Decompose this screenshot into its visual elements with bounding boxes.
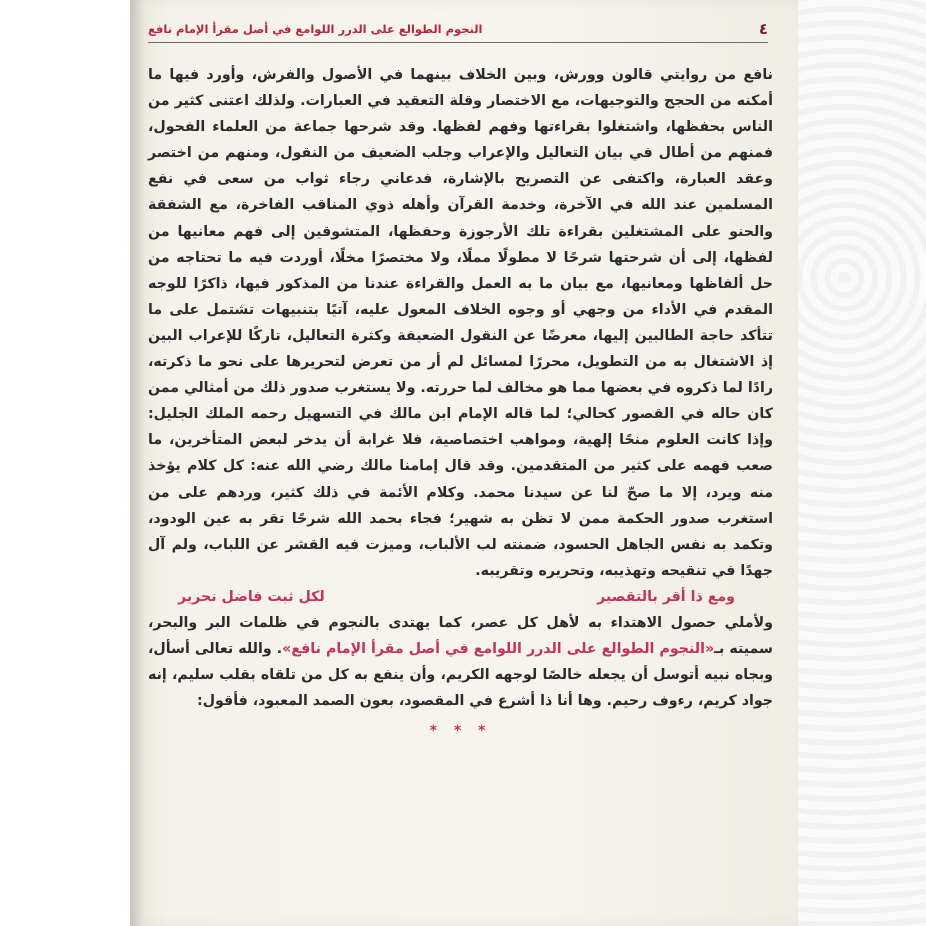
running-header	[148, 16, 768, 43]
paragraph-naming-end: . والله تعالى أسأل، وبجاه نبيه أتوسل أن يجعله خالصًا لوجهه الكريم، وأن ينفع به كل من تلقاه بقلب سليم، إنه جواد كريم، رءوف رحيم. وها أنا ذا أشرع في المقصود، بعون الصمد المعبود، فأقول:	[148, 641, 773, 710]
section-separator: * * *	[429, 723, 492, 740]
verse-right-hemistich: ومع ذا أقر بالتقصير	[597, 588, 735, 605]
book-page	[130, 0, 798, 926]
page-gutter-shadow	[130, 0, 144, 926]
paragraph-naming-start: ولأملي حصول الاهتداء به لأهل كل عصر، كما يهتدى بالنجوم في ظلمات البر والبحر، سميته بـ	[148, 614, 773, 658]
paragraph-intro: نافع من روايتي قالون وورش، وبين الخلاف بينهما في الأصول والفرش، وأورد فيها ما أمكنه من الحجج والتوجيهات، مع الاختصار وقلة التعقيد في العبارات. ولذلك اعتنى كثير من الناس بحفظها، واشتغلوا بقراءتها وفهم لفظها. وقد شرحها جماعة من العلماء الفحول، فمنهم من أطال في بيان التعاليل والإعراب وجلب الضعيف من النقول، ومنهم من اختصر وعقد العبارة، واكتفى عن التصريح بالإشارة، فدعاني رجاء ثواب من سعى في نفع المسلمين عند الله في الآخرة، وخدمة القرآن وأهله ذوي المناقب الفاخرة، مع الشفقة والحنو على المشتغلين بقراءة تلك الأرجوزة وحفظها، المتشوقين إلى فهم معانيها من لفظها، إلى أن شرحتها شرحًا لا مطولًا مملًا، ولا مختصرًا مخلًا، أوردت فيه ما تحتاجه من حل ألفاظها ومعانيها، مع بيان ما به العمل والقراءة عندنا من المذكور فيها، ذاكرًا للوجه المقدم في الأداء من وجهي أو وجوه الخلاف المعول عليه، آتيًا بتنبيهات تشتمل على ما تتأكد حاجة الطالبين إليها، معرضًا عن النقول الضعيفة وكثرة التعاليل، تاركًا للإعراب البين إذ الاشتغال به من التطويل، محررًا لمسائل لم أر من تعرض لتحريرها على نحو ما ذكرته، رادًا لما ذكروه في بعضها مما هو مخالف لما حررته. ولا يستغرب صدور ذلك من أمثالي ممن كان حاله في القصور كحالي؛ لما قاله الإمام ابن مالك في التسهيل رحمه الملك الجليل: وإذا كانت العلوم منحًا إلهية، ومواهب اختصاصية، فلا غرابة أن يدخر لبعض المتأخرين، ما صعب فهمه على كثير من المتقدمين. وقد قال إمامنا مالك رضي الله عنه: كل كلام يؤخذ منه ويرد، إلا ما صحّ لنا عن سيدنا محمد. وكلام الأئمة في ذلك كثير، وردهم على من استغرب صدور الحكمة ممن لا تظن به شهير؛ فجاء بحمد الله شرحًا تقر به عين الودود، وتكمد به نفس الجاهل الحسود، ضمنته لب الألباب، وميزت فيه القشر عن اللباب، ولم آل جهدًا في تنقيحه وتهذيبه، وتحريره وتقريبه.	[148, 67, 773, 579]
poetry-verse	[148, 584, 773, 610]
verse-left-hemistich: لكل ثبت فاضل نحرير	[178, 588, 325, 605]
running-title: النجوم الطوالع على الدرر اللوامع في أصل مقرأ الإمام نافع	[148, 22, 483, 36]
body-text	[148, 62, 773, 744]
page-number: ٤	[758, 20, 768, 38]
book-title-inline: «النجوم الطوالع على الدرر اللوامع في أصل مقرأ الإمام نافع»	[282, 641, 715, 658]
background-pattern	[790, 0, 926, 926]
paragraph-naming	[148, 610, 773, 714]
